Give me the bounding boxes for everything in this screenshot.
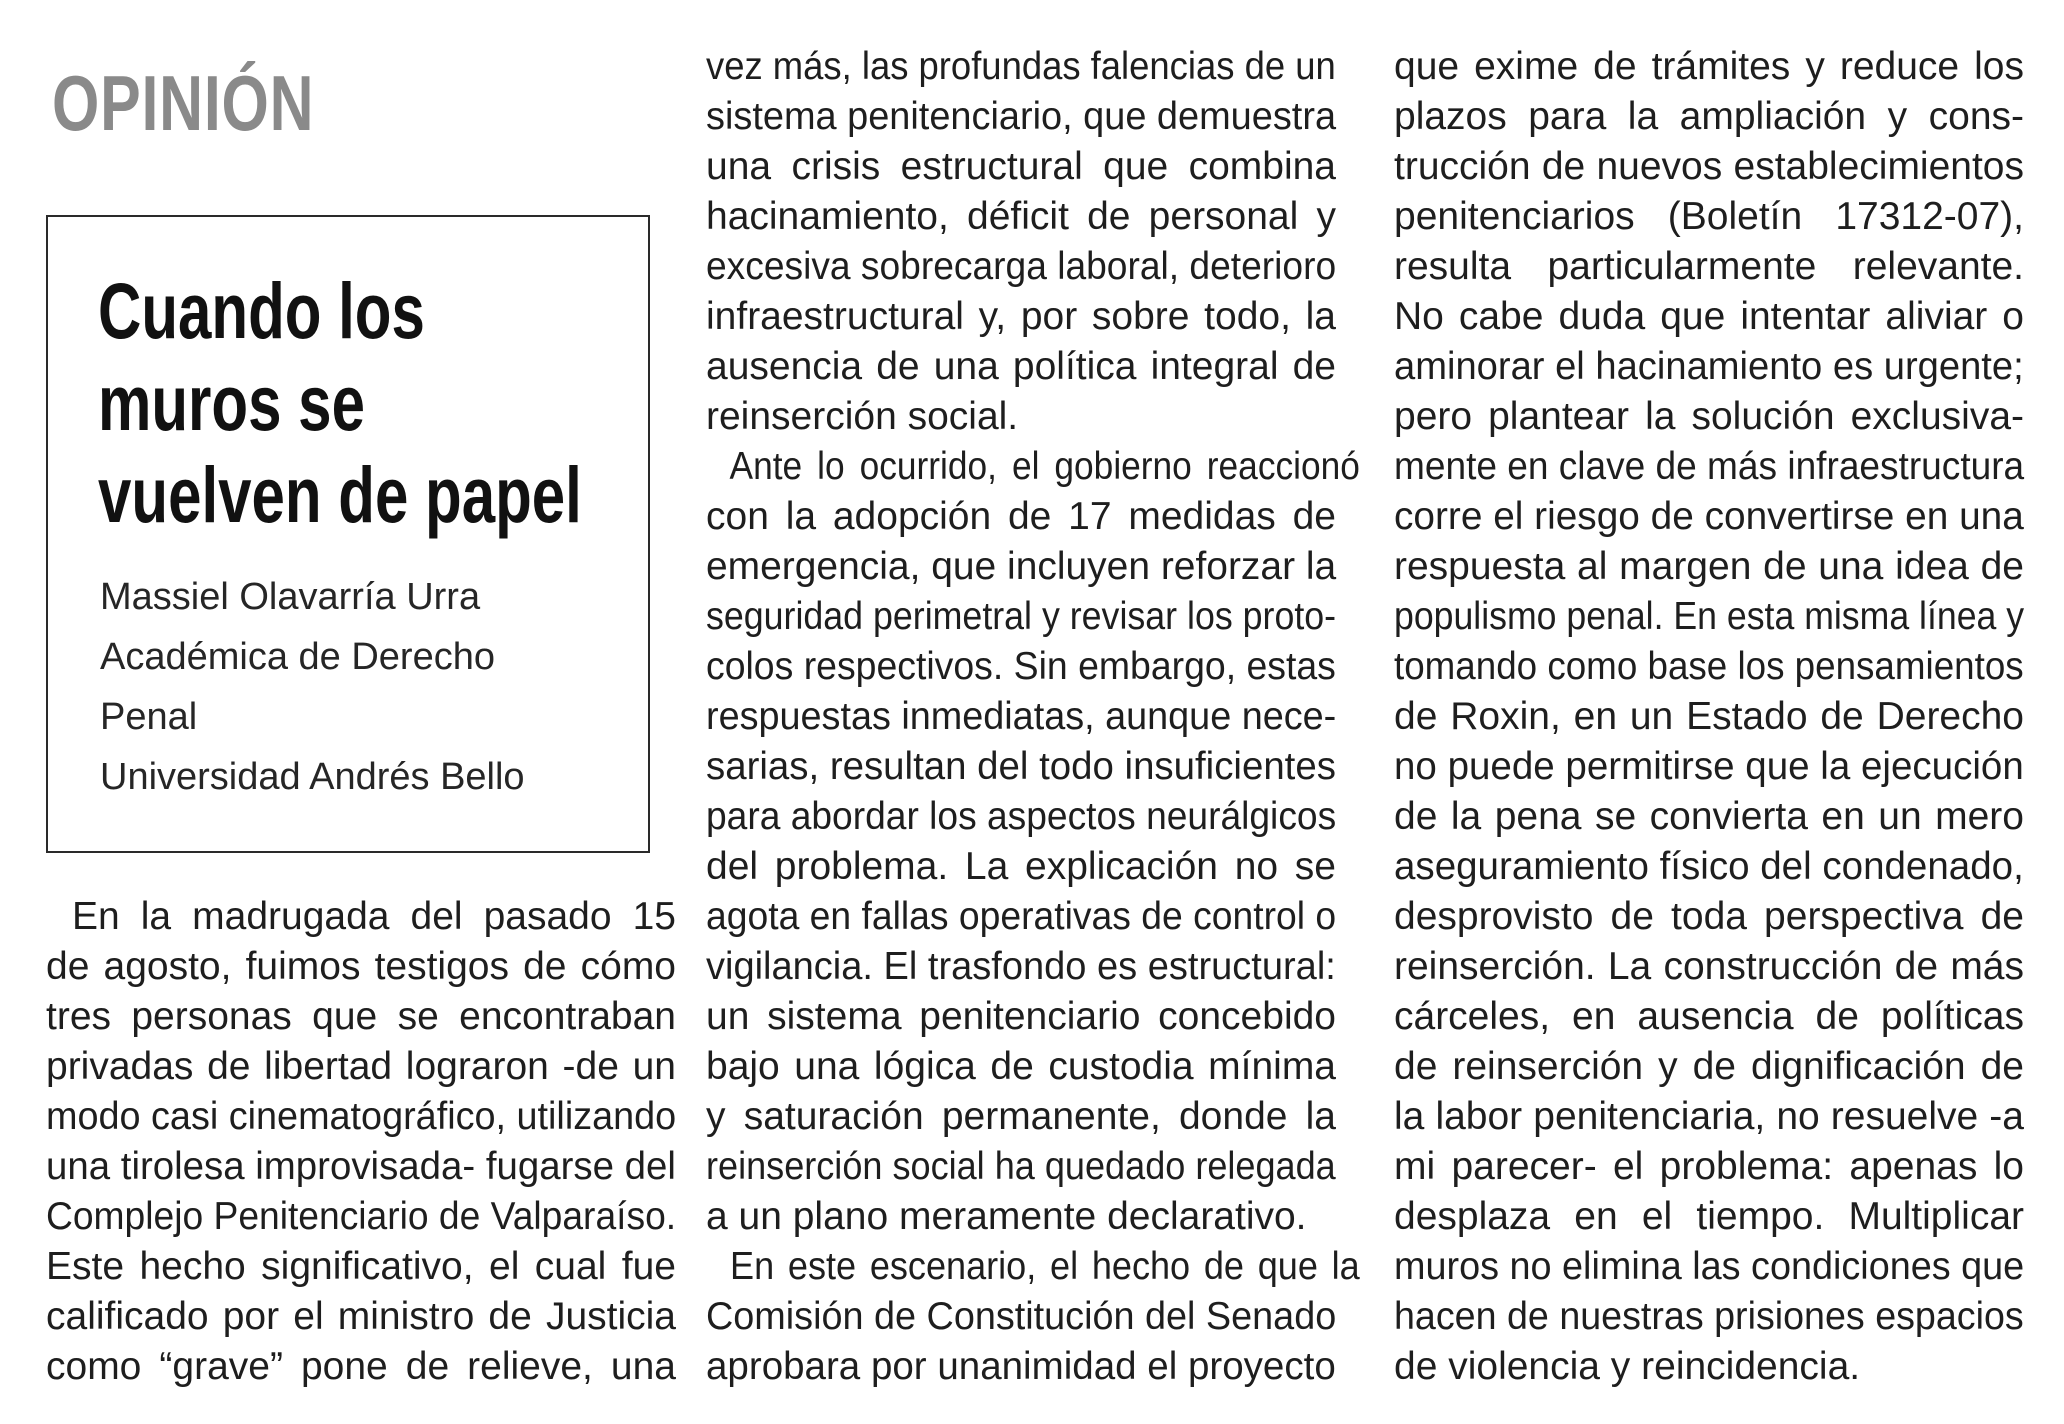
text-line: modo casi cinematográfico, utilizando — [46, 1095, 677, 1138]
text-line: vigilancia. El trasfondo es estructural: — [706, 945, 1336, 988]
text-line: reinserción social ha quedado relegada — [706, 1145, 1336, 1188]
headline-line: vuelven de papel — [98, 450, 582, 539]
text-line: una crisis estructural que combina — [706, 145, 1336, 188]
text-line: un sistema penitenciario concebido — [706, 995, 1336, 1038]
section-label: OPINIÓN — [52, 59, 315, 147]
author-institution: Universidad Andrés Bello — [100, 756, 525, 798]
text-line: ausencia de una política integral de — [706, 345, 1336, 388]
text-line: de la pena se convierta en un mero — [1394, 795, 2024, 838]
author-name: Massiel Olavarría Urra — [100, 576, 481, 618]
text-line: y saturación permanente, donde la — [706, 1095, 1336, 1138]
text-line: No cabe duda que intentar aliviar o — [1394, 295, 2024, 338]
text-line: para abordar los aspectos neurálgicos — [706, 795, 1337, 838]
text-line: como “grave” pone de relieve, una — [46, 1345, 676, 1388]
text-line: vez más, las profundas falencias de un — [706, 45, 1336, 88]
text-line: trucción de nuevos establecimientos — [1394, 145, 2024, 188]
article-headline — [98, 265, 630, 541]
text-line: tres personas que se encontraban — [46, 995, 676, 1038]
text-line: penitenciarios (Boletín 17312-07), — [1394, 195, 2024, 238]
text-line: aseguramiento físico del condenado, — [1394, 845, 2024, 888]
text-line: con la adopción de 17 medidas de — [706, 495, 1336, 538]
author-title: Académica de Derecho — [100, 636, 495, 678]
author-byline — [100, 567, 525, 807]
text-line: sarias, resultan del todo insuficientes — [706, 745, 1336, 788]
text-line: corre el riesgo de convertirse en una — [1394, 495, 2024, 538]
text-line: En la madrugada del pasado 15 — [72, 895, 676, 938]
text-line: cárceles, en ausencia de políticas — [1394, 995, 2024, 1038]
text-line: aprobara por unanimidad el proyecto — [706, 1345, 1336, 1388]
text-line: del problema. La explicación no se — [706, 845, 1336, 888]
headline-line: muros se — [98, 358, 365, 447]
headline-line: Cuando los — [98, 266, 425, 355]
text-line: una tirolesa improvisada- fugarse del — [46, 1145, 676, 1188]
text-line: privadas de libertad lograron -de un — [46, 1045, 676, 1088]
text-line: no puede permitirse que la ejecución — [1394, 745, 2024, 788]
text-line: de reinserción y de dignificación de — [1394, 1045, 2024, 1088]
text-line: En este escenario, el hecho de que la — [730, 1245, 1360, 1288]
text-line: mente en clave de más infraestructura — [1394, 445, 2025, 488]
text-line: resulta particularmente relevante. — [1394, 245, 2024, 288]
text-line: agota en fallas operativas de control o — [706, 895, 1337, 938]
article-column-3 — [1394, 42, 2024, 1392]
text-line: que exime de trámites y reduce los — [1394, 45, 2024, 88]
text-line: seguridad perimetral y revisar los proto- — [706, 595, 1337, 638]
text-line: calificado por el ministro de Justicia — [46, 1295, 676, 1338]
text-line: sistema penitenciario, que demuestra — [706, 95, 1337, 138]
article-column-2 — [706, 42, 1360, 1392]
text-line: tomando como base los pensamientos — [1394, 645, 2024, 688]
text-line: reinserción social. — [706, 395, 1019, 438]
text-line: desprovisto de toda perspectiva de — [1394, 895, 2024, 938]
text-line: infraestructural y, por sobre todo, la — [706, 295, 1336, 338]
text-line: a un plano meramente declarativo. — [706, 1195, 1307, 1238]
text-line: Complejo Penitenciario de Valparaíso. — [46, 1195, 677, 1238]
text-line: excesiva sobrecarga laboral, deterioro — [706, 245, 1337, 288]
text-line: Ante lo ocurrido, el gobierno reaccionó — [729, 445, 1360, 488]
text-line: respuestas inmediatas, aunque nece- — [706, 695, 1337, 738]
text-line: plazos para la ampliación y cons- — [1394, 95, 2024, 138]
text-line: colos respectivos. Sin embargo, estas — [706, 645, 1336, 688]
text-line: bajo una lógica de custodia mínima — [706, 1045, 1336, 1088]
text-line: hacen de nuestras prisiones espacios — [1394, 1295, 2024, 1338]
text-line: hacinamiento, déficit de personal y — [706, 195, 1336, 238]
text-line: desplaza en el tiempo. Multiplicar — [1394, 1195, 2024, 1238]
text-line: Comisión de Constitución del Senado — [706, 1295, 1337, 1338]
text-line: Este hecho significativo, el cual fue — [46, 1245, 676, 1288]
text-line: de agosto, fuimos testigos de cómo — [46, 945, 676, 988]
text-line: muros no elimina las condiciones que — [1394, 1245, 2025, 1288]
text-line: populismo penal. En esta misma línea y — [1394, 595, 2025, 638]
text-line: emergencia, que incluyen reforzar la — [706, 545, 1337, 588]
text-line: la labor penitenciaria, no resuelve -a — [1394, 1095, 2024, 1138]
text-line: mi parecer- el problema: apenas lo — [1394, 1145, 2024, 1188]
text-line: respuesta al margen de una idea de — [1394, 545, 2024, 588]
text-line: pero plantear la solución exclusiva- — [1394, 395, 2024, 438]
text-line: aminorar el hacinamiento es urgente; — [1394, 345, 2024, 388]
text-line: de violencia y reincidencia. — [1394, 1345, 1861, 1388]
author-title: Penal — [100, 696, 198, 738]
article-column-1 — [46, 892, 676, 1392]
text-line: reinserción. La construcción de más — [1394, 945, 2024, 988]
text-line: de Roxin, en un Estado de Derecho — [1394, 695, 2024, 738]
headline-box — [46, 215, 650, 853]
